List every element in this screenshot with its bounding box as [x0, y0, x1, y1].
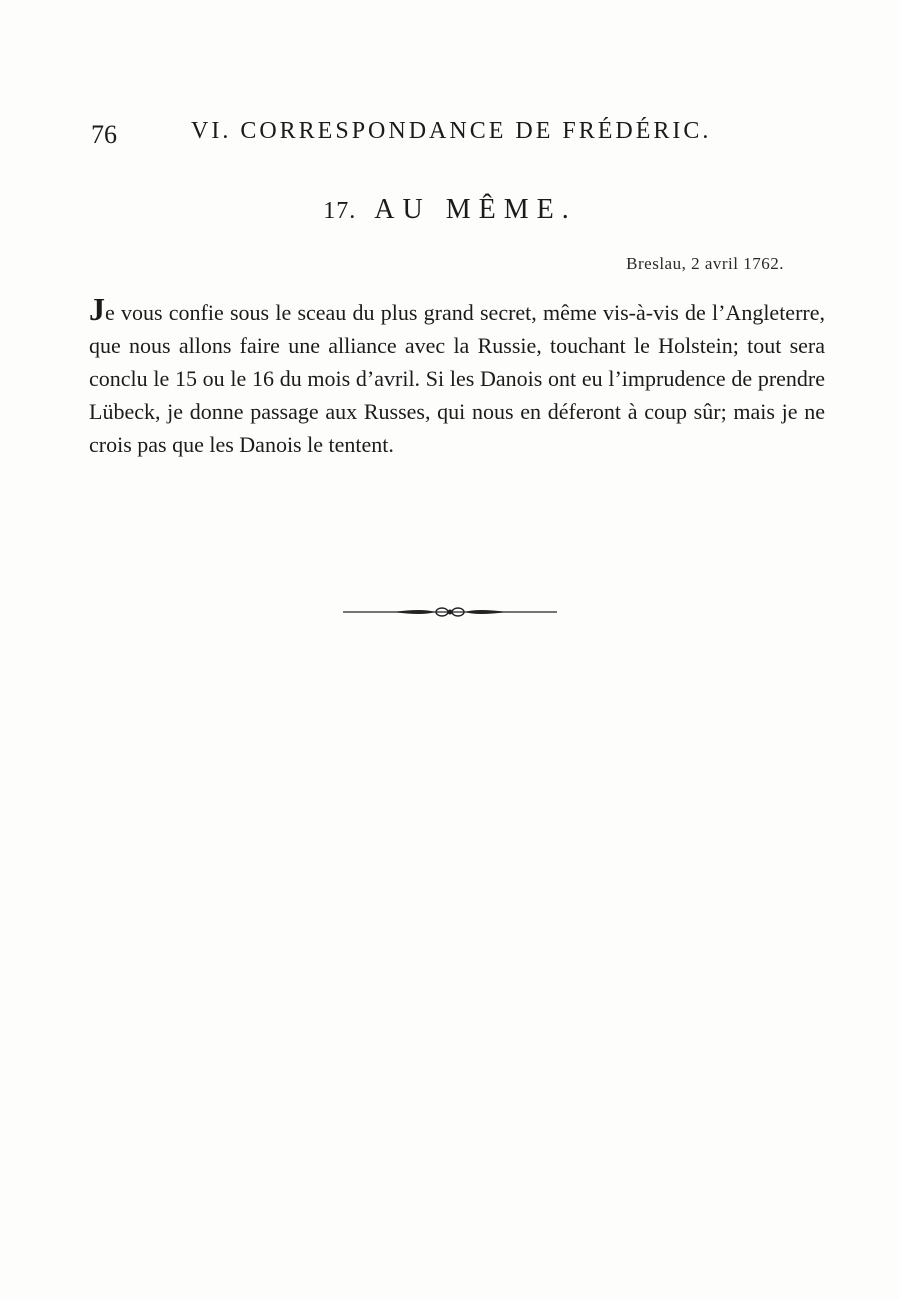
section-name: AU MÊME.: [374, 194, 577, 225]
section-title: [0, 194, 900, 226]
page-number: 76: [91, 120, 117, 149]
letter-body: [89, 291, 825, 461]
dateline: Breslau, 2 avril 1762.: [626, 254, 784, 273]
drop-cap: J: [89, 291, 105, 327]
letter-text: e vous confie sous le sceau du plus grand secret, même vis-à-vis de l’Angleterre, que nous allons faire une alliance avec la Russie, touchant le Holstein; tout sera conclu le 15 ou le 16 du mois d’avril. Si les Danois ont eu l’imprudence de prendre Lübeck, je donne passage aux Russes, qui nous en déferont à coup sûr; mais je ne crois pas que les Danois le tentent.: [89, 300, 825, 457]
tailpiece-ornament: [343, 604, 557, 620]
section-number: 17.: [323, 198, 357, 224]
running-head: VI. CORRESPONDANCE DE FRÉDÉRIC.: [191, 118, 712, 144]
letter-paragraph: [89, 291, 825, 461]
